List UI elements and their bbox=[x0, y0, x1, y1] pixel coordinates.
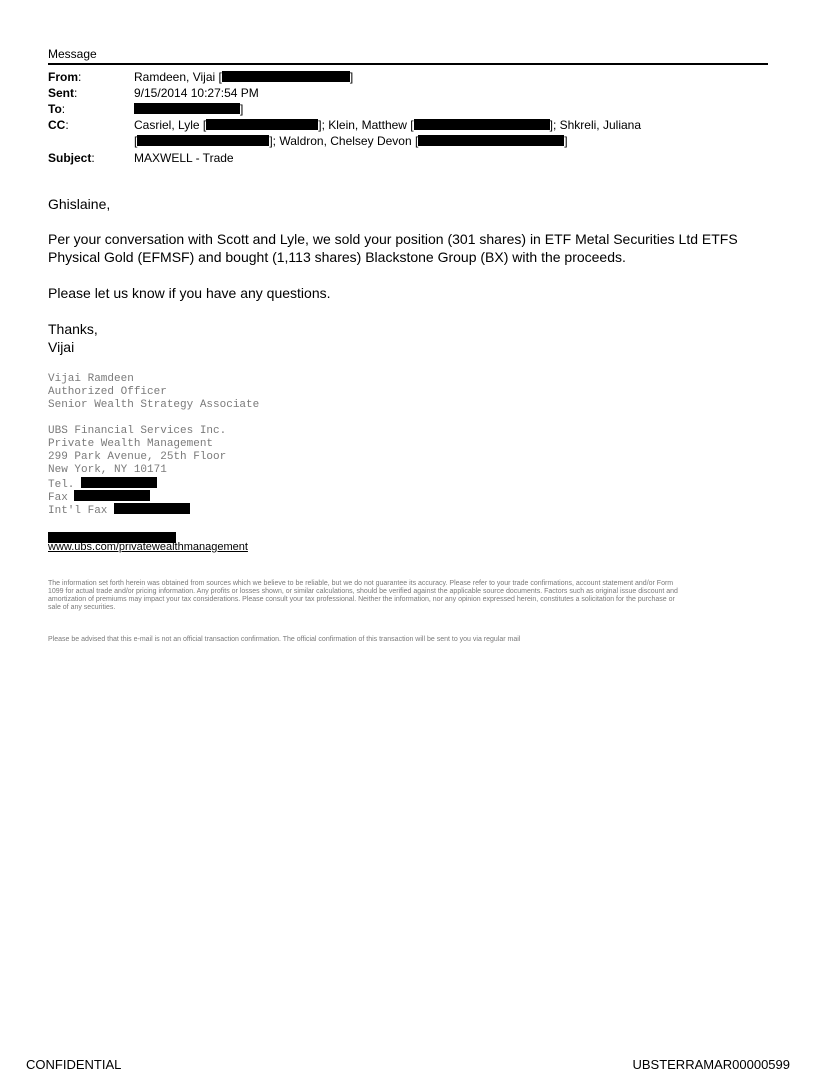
to-label: To: bbox=[48, 102, 66, 116]
body-paragraph: Please let us know if you have any questions. bbox=[48, 285, 331, 301]
redaction-bar bbox=[222, 71, 350, 82]
disclaimer-notice: Please be advised that this e-mail is not an official transaction confirmation. The official confirmation of this transaction will be sent to you via regular mail bbox=[48, 636, 521, 643]
cc-close: ] bbox=[564, 134, 568, 148]
signature-address: 299 Park Avenue, 25th Floor bbox=[48, 451, 227, 463]
from-name: Ramdeen, Vijai [ bbox=[134, 70, 222, 84]
signature-company: UBS Financial Services Inc. bbox=[48, 425, 227, 437]
signature-division: Private Wealth Management bbox=[48, 438, 214, 450]
bates-number: UBSTERRAMAR00000599 bbox=[632, 1057, 790, 1072]
header-rule bbox=[48, 63, 768, 65]
closing: Thanks, bbox=[48, 321, 98, 337]
confidential-label: CONFIDENTIAL bbox=[26, 1057, 122, 1072]
to-suffix: ] bbox=[240, 102, 244, 116]
disclaimer-paragraph: The information set forth herein was obtained from sources which we believe to be reliable, but we do not guarantee its accuracy. Please refer to your trade confirmations, account statement and/or Form 1099 for actual trade and/or pricing information. Any profits or losses shown, or similar calculations, should be verified against the applicable source documents. Factors such as original issue discount and amortization of premiums may impact your tax considerations. Please consult your tax professional. Neither the information, nor any opinion expressed herein, constitutes a solicitation for the purchase or sale of any securities. bbox=[48, 580, 678, 611]
to-value bbox=[134, 101, 243, 117]
subject-label: Subject: bbox=[48, 151, 95, 165]
cc-label: CC: bbox=[48, 118, 69, 132]
redaction-bar bbox=[206, 119, 318, 130]
cc-name-1: Casriel, Lyle [ bbox=[134, 118, 207, 132]
from-suffix: ] bbox=[349, 70, 354, 84]
signature-intl-fax: Int'l Fax bbox=[48, 503, 226, 516]
redaction-bar bbox=[114, 503, 190, 514]
sender-name: Vijai bbox=[48, 339, 75, 355]
signature-tel: Tel. bbox=[48, 477, 226, 490]
sent-value: 9/15/2014 10:27:54 PM bbox=[134, 86, 259, 100]
cc-name-4: ]; Waldron, Chelsey Devon [ bbox=[269, 134, 419, 148]
subject-value: MAXWELL - Trade bbox=[134, 151, 234, 165]
signature-name: Vijai Ramdeen bbox=[48, 373, 134, 385]
from-label: From: bbox=[48, 70, 82, 84]
cc-value-line2 bbox=[134, 133, 568, 149]
cc-name-3: ]; Shkreli, Juliana bbox=[549, 118, 642, 132]
redaction-bar bbox=[81, 477, 157, 488]
signature-title: Senior Wealth Strategy Associate bbox=[48, 399, 260, 411]
redaction-bar bbox=[137, 135, 269, 146]
signature-address: New York, NY 10171 bbox=[48, 464, 167, 476]
message-label: Message bbox=[48, 47, 97, 61]
redaction-bar bbox=[74, 490, 150, 501]
signature-block bbox=[48, 373, 259, 412]
redaction-bar bbox=[414, 119, 550, 130]
redaction-bar bbox=[134, 103, 240, 114]
greeting: Ghislaine, bbox=[48, 196, 111, 212]
cc-bracket: [ bbox=[134, 134, 138, 148]
body-paragraph: Per your conversation with Scott and Lyle, we sold your position (301 shares) in ETF Metal Securities Ltd ETFS Physical Gold (EFMSF) and bought (1,113 shares) Blackstone Group (BX) with the proceeds. bbox=[48, 231, 738, 265]
signature-fax: Fax bbox=[48, 490, 226, 503]
signature-title: Authorized Officer bbox=[48, 386, 167, 398]
signature-address-block bbox=[48, 425, 226, 516]
cc-name-2: ]; Klein, Matthew [ bbox=[318, 118, 414, 132]
from-value bbox=[134, 69, 353, 85]
redaction-bar bbox=[418, 135, 564, 146]
cc-value-line1 bbox=[134, 117, 641, 133]
sent-label: Sent: bbox=[48, 86, 78, 100]
website-link[interactable]: www.ubs.com/privatewealthmanagement bbox=[48, 541, 248, 553]
